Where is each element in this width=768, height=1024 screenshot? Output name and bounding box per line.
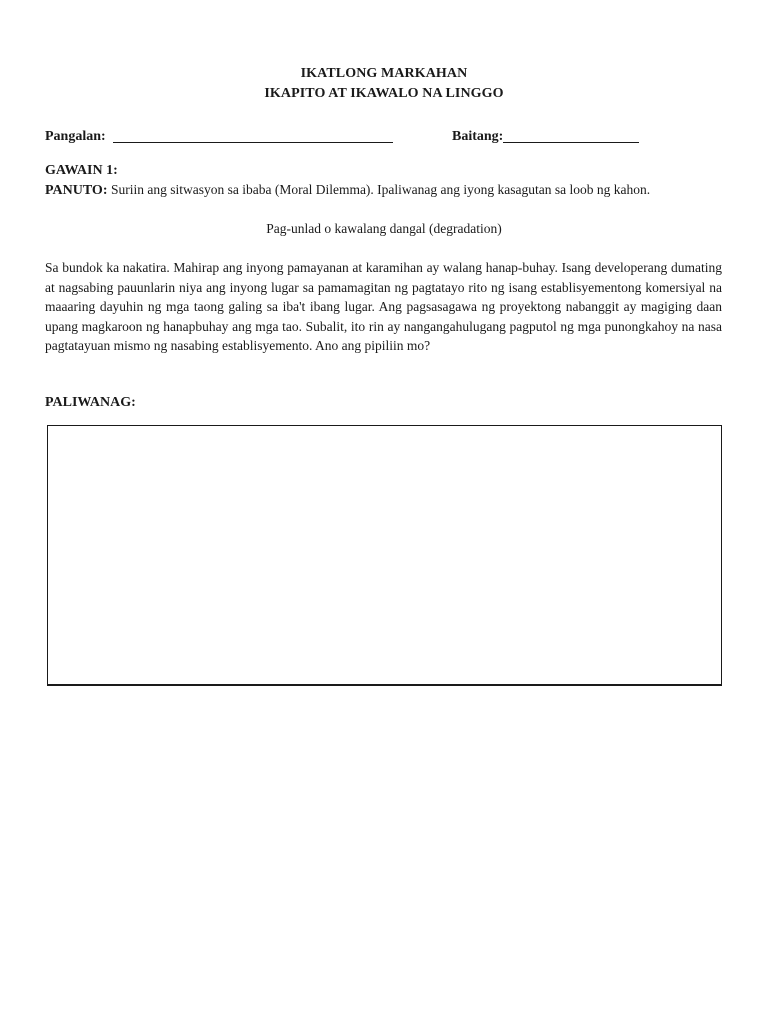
answer-label: PALIWANAG: (45, 395, 136, 410)
instruction (45, 182, 650, 199)
name-blank-line[interactable] (113, 128, 393, 143)
name-label: Pangalan: (45, 129, 106, 144)
situation-paragraph: Sa bundok ka nakatira. Mahirap ang inyong pamayanan at karamihan ay walang hanap-buhay. Isang developerang dumating at nagsabing pauunlarin niya ang inyong lugar sa pamamagitan ng pagtatayo rito ng isang establisyementong komersiyal na maaaring dayuhin ng mga taong galing sa iba't ibang lugar. Ang pagsasagawa ng proyektong nabanggit ay magiging daan upang magkaroon ng hanapbuhay ang mga tao. Subalit, ito rin ay nangangahulugang pagputol ng mga punongkahoy na nasa pagtatayuan mismo ng nasabing establisyemento. Ano ang pipiliin mo? (45, 260, 722, 353)
instruction-text: Suriin ang sitwasyon sa ibaba (Moral Dilemma). Ipaliwanag ang iyong kasagutan sa loob ng kahon. (110, 182, 651, 197)
dilemma-title: Pag-unlad o kawalang dangal (degradation) (266, 221, 502, 236)
name-field (45, 125, 393, 145)
grade-label: Baitang: (452, 129, 504, 144)
activity-heading: GAWAIN 1: (45, 163, 118, 178)
instruction-label: PANUTO: (45, 183, 108, 198)
grade-field (452, 125, 639, 145)
page-title: IKATLONG MARKAHAN (300, 66, 468, 81)
answer-box[interactable] (47, 425, 722, 686)
grade-blank-line[interactable] (503, 128, 639, 143)
page-subtitle: IKAPITO AT IKAWALO NA LINGGO (264, 86, 504, 101)
